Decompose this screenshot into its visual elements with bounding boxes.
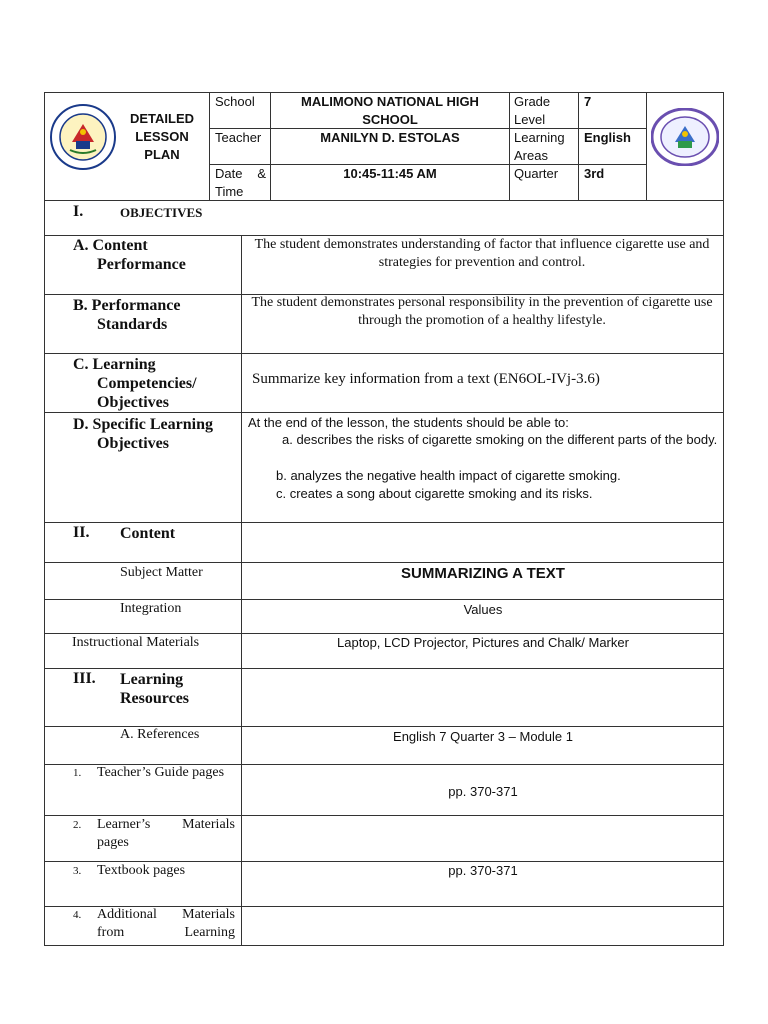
grade-label: Grade Level: [514, 94, 551, 127]
plan-title: DETAILED LESSON PLAN: [129, 111, 195, 162]
datetime-value: 10:45-11:45 AM: [343, 166, 437, 181]
learner-materials-num: 2.: [73, 819, 82, 831]
grade-value: 7: [584, 94, 592, 109]
textbook-label: Textbook pages: [97, 863, 186, 878]
performance-standards-text: The student demonstrates personal responsibility in the prevention of cigarette use through the promotion of a healthy lifestyle.: [251, 295, 713, 328]
teacher-guide-value: pp. 370-371: [448, 784, 518, 799]
instructional-materials-value: Laptop, LCD Projector, Pictures and Chalk/ Marker: [337, 635, 629, 650]
teacher-guide-label: Teacher’s Guide pages: [97, 765, 225, 780]
competencies-label: C. Learning Competencies/ Objectives: [73, 356, 197, 411]
specific-objective-a: a. describes the risks of cigarette smoking on the different parts of the body.: [282, 432, 718, 447]
performance-standards-label: B. Performance Standards: [73, 297, 181, 333]
instructional-materials-label: Instructional Materials: [72, 635, 200, 650]
additional-label: Additional Materials from Learning: [97, 907, 235, 940]
content-performance-text: The student demonstrates understanding of factor that influence cigarette use and strategies for prevention and control.: [254, 237, 710, 270]
learning-area-value: English: [584, 130, 631, 145]
integration-label: Integration: [120, 601, 182, 616]
resources-title: Learning Resources: [120, 671, 190, 707]
specific-objectives-label: D. Specific Learning Objectives: [73, 416, 213, 452]
school-value: MALIMONO NATIONAL HIGH SCHOOL: [301, 94, 479, 127]
teacher-label: Teacher: [215, 130, 262, 145]
subject-matter-value: SUMMARIZING A TEXT: [401, 565, 565, 582]
school-label: School: [215, 94, 255, 109]
content-num: II.: [73, 524, 90, 541]
teacher-value: MANILYN D. ESTOLAS: [320, 130, 460, 145]
quarter-value: 3rd: [584, 166, 605, 181]
specific-objectives-intro: At the end of the lesson, the students should be able to:: [248, 415, 569, 430]
quarter-label: Quarter: [514, 166, 559, 181]
school-seal-logo: [651, 108, 719, 166]
references-label: A. References: [120, 727, 200, 742]
content-performance-label: A. Content Performance: [73, 237, 186, 273]
specific-objective-c: c. creates a song about cigarette smoking and its risks.: [276, 486, 593, 501]
textbook-value: pp. 370-371: [448, 863, 518, 878]
teacher-guide-num: 1.: [73, 767, 82, 779]
objectives-title: OBJECTIVES: [120, 205, 203, 220]
objectives-num: I.: [73, 203, 84, 220]
subject-matter-label: Subject Matter: [120, 565, 203, 580]
deped-seal-logo: [50, 104, 116, 170]
resources-num: III.: [73, 670, 96, 687]
learner-materials-label: Learner’s Materials pages: [97, 817, 235, 850]
specific-objective-b: b. analyzes the negative health impact of cigarette smoking.: [276, 468, 621, 483]
competencies-text: Summarize key information from a text (EN6OL-IVj-3.6): [252, 371, 600, 387]
additional-num: 4.: [73, 909, 82, 921]
references-value: English 7 Quarter 3 – Module 1: [393, 729, 573, 744]
integration-value: Values: [463, 602, 503, 617]
datetime-label: Date & Time: [215, 166, 266, 199]
content-title: Content: [120, 525, 176, 542]
textbook-num: 3.: [73, 865, 82, 877]
learning-area-label: Learning Areas: [514, 130, 565, 163]
